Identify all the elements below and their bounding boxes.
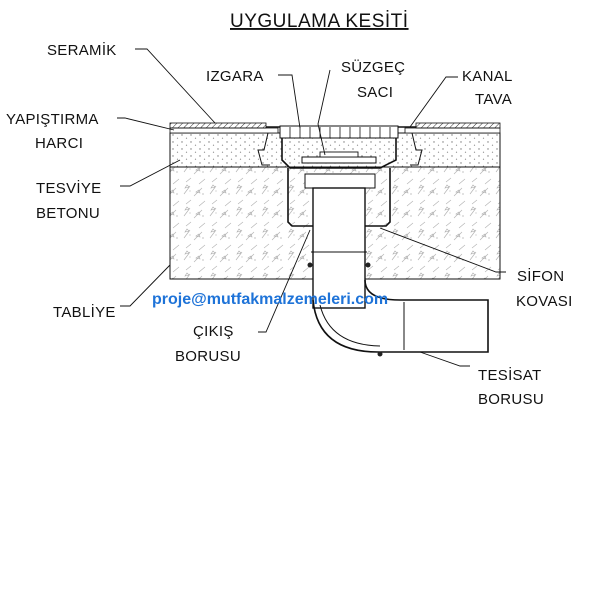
adhesive-layer-right <box>405 128 500 133</box>
watermark-email: proje@mutfakmalzemeleri.com <box>152 291 389 308</box>
label-sifon-2: KOVASI <box>516 293 573 310</box>
ceramic-left <box>170 123 266 128</box>
label-kanal-1: KANAL <box>462 68 513 85</box>
label-cikis-1: ÇIKIŞ <box>193 323 234 340</box>
strainer-cap <box>320 152 358 157</box>
label-izgara: IZGARA <box>206 68 264 85</box>
label-tesviye-1: TESVİYE <box>36 180 102 197</box>
label-yapistirma-2: HARCI <box>35 135 84 152</box>
pipe-bolt-bottom <box>378 352 383 357</box>
title: UYGULAMA KESİTİ <box>230 11 409 32</box>
label-tesviye-2: BETONU <box>36 205 101 222</box>
strainer-plate <box>302 157 376 163</box>
label-kanal-2: TAVA <box>475 91 513 108</box>
label-tabliye: TABLİYE <box>53 304 116 321</box>
label-sifon-1: SİFON <box>517 268 565 285</box>
pipe-bolt-left <box>308 263 313 268</box>
pipe-bolt-right <box>366 263 371 268</box>
siphon-inner-cap <box>305 174 375 188</box>
outlet-pipe <box>313 188 365 308</box>
adhesive-layer <box>170 128 278 133</box>
label-cikis-2: BORUSU <box>175 348 241 365</box>
label-seramik: SERAMİK <box>47 42 117 59</box>
ceramic-right <box>416 123 500 128</box>
label-suzgec-2: SACI <box>357 84 394 101</box>
elbow-inner-curve <box>320 305 380 346</box>
label-yapistirma-1: YAPIŞTIRMA <box>6 111 99 128</box>
label-suzgec-1: SÜZGEÇ <box>341 59 406 76</box>
label-tesisat-1: TESİSAT <box>478 367 542 384</box>
label-tesisat-2: BORUSU <box>478 391 544 408</box>
